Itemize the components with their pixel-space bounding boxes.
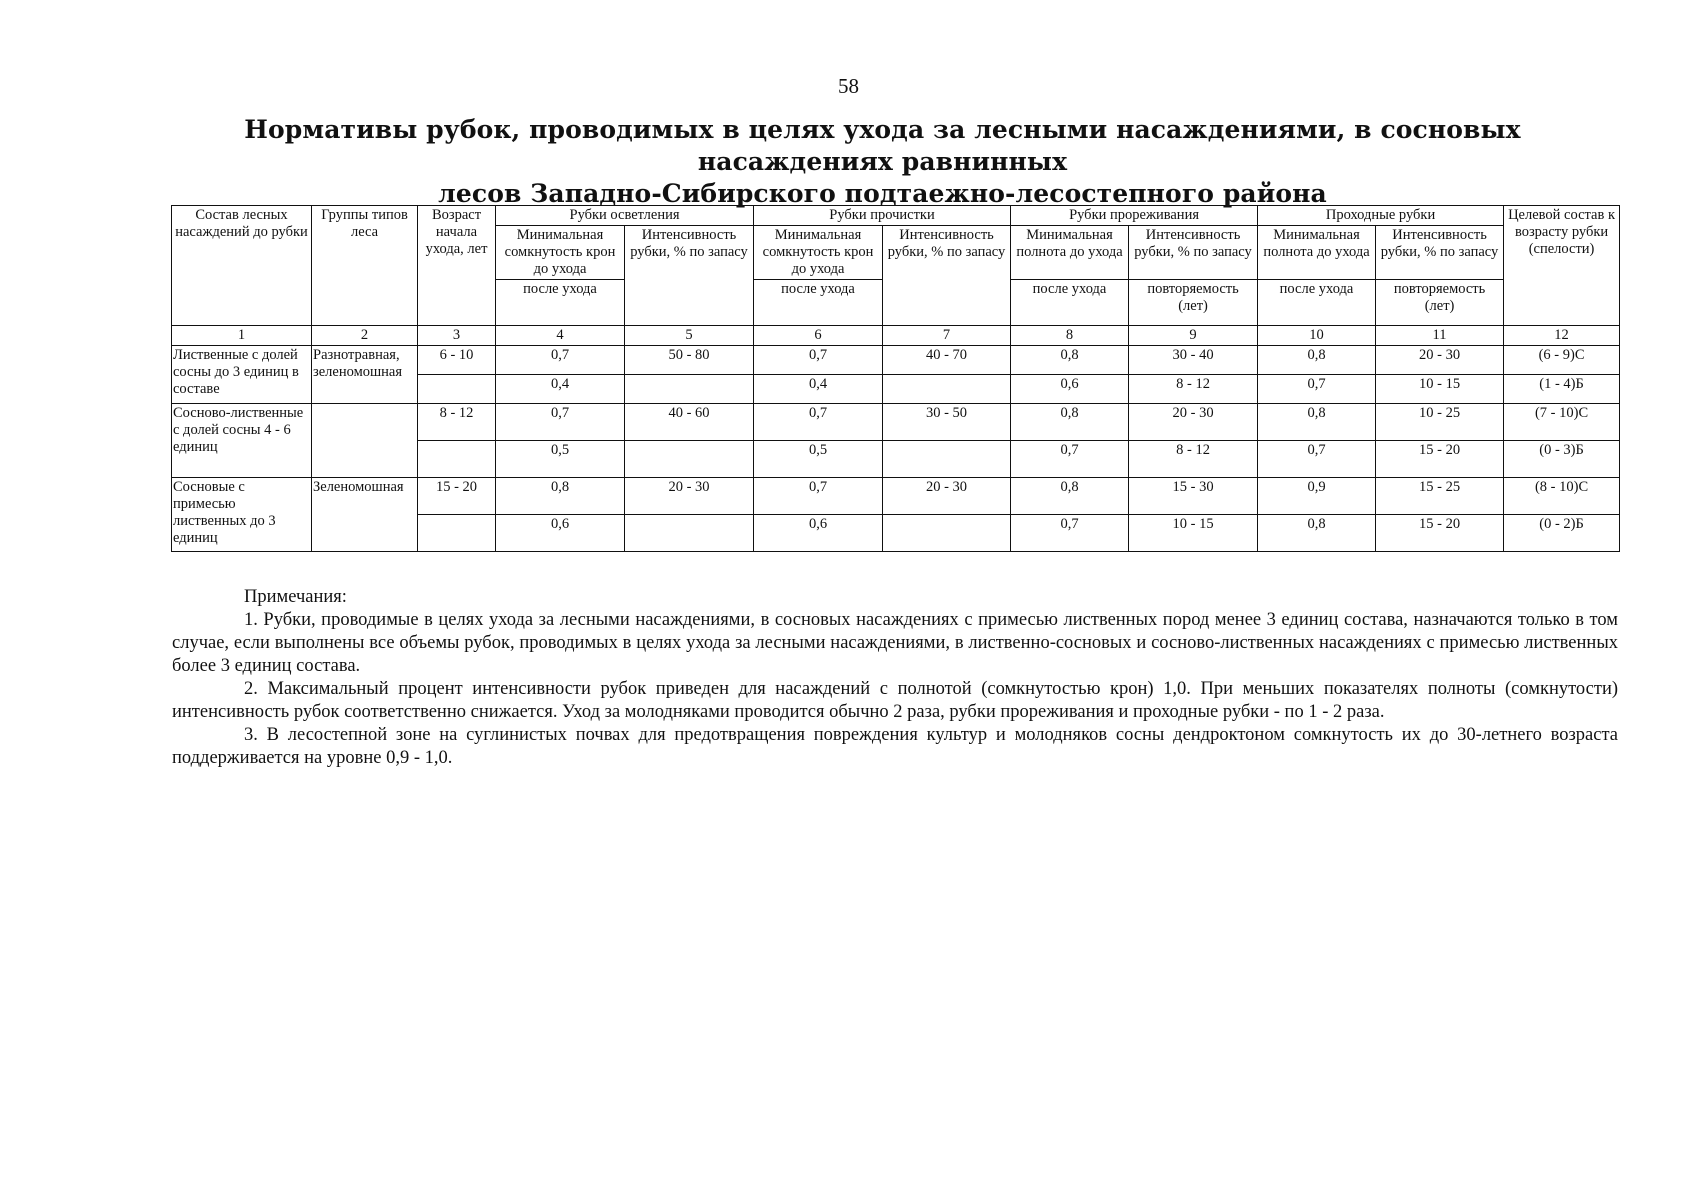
header-after-care: после ухода <box>754 280 883 326</box>
header-min-density: Минимальная полнота до ухода <box>1258 226 1376 280</box>
value-cell: 10 - 15 <box>1376 375 1504 404</box>
page-number: 58 <box>838 74 859 98</box>
value-cell: 0,9 <box>1258 478 1376 515</box>
value-cell: 15 - 25 <box>1376 478 1504 515</box>
target-cell: (1 - 4)Б <box>1504 375 1620 404</box>
header-intensity: Интенсивность рубки, % по запасу <box>1129 226 1258 280</box>
value-cell: 0,8 <box>1258 515 1376 552</box>
header-intensity: Интенсивность рубки, % по запасу <box>625 226 754 326</box>
column-number: 2 <box>312 326 418 346</box>
value-cell <box>883 375 1011 404</box>
notes-section <box>172 586 1618 770</box>
header-after-care: после ухода <box>1258 280 1376 326</box>
value-cell: 40 - 70 <box>883 346 1011 375</box>
value-cell: 0,7 <box>754 404 883 441</box>
header-repeat: повторяемость (лет) <box>1376 280 1504 326</box>
value-cell: 15 - 20 <box>1376 441 1504 478</box>
value-cell <box>625 375 754 404</box>
header-prokhodnye: Проходные рубки <box>1258 206 1504 226</box>
value-cell: 0,8 <box>1011 404 1129 441</box>
header-intensity: Интенсивность рубки, % по запасу <box>883 226 1011 326</box>
value-cell: 0,4 <box>496 375 625 404</box>
value-cell: 20 - 30 <box>883 478 1011 515</box>
header-after-care: после ухода <box>496 280 625 326</box>
title-line-1: Нормативы рубок, проводимых в целях ухода за лесными насаждениями, в сосновых насаждениях равнинных <box>244 115 1521 176</box>
value-cell: 0,5 <box>754 441 883 478</box>
header-row <box>172 206 1620 226</box>
value-cell: 0,7 <box>496 404 625 441</box>
table-row <box>172 478 1620 515</box>
header-intensity: Интенсивность рубки, % по запасу <box>1376 226 1504 280</box>
header-min-crown: Минимальная сомкнутость крон до ухода <box>496 226 625 280</box>
column-number: 11 <box>1376 326 1504 346</box>
age-cell: 15 - 20 <box>418 478 496 515</box>
value-cell: 0,7 <box>496 346 625 375</box>
value-cell: 0,8 <box>496 478 625 515</box>
document-title <box>150 114 1615 210</box>
column-number: 12 <box>1504 326 1620 346</box>
value-cell: 0,7 <box>1011 515 1129 552</box>
value-cell: 8 - 12 <box>1129 375 1258 404</box>
value-cell: 10 - 15 <box>1129 515 1258 552</box>
forest-type-cell: Разнотравная, зеленомошная <box>312 346 418 404</box>
age-cell <box>418 375 496 404</box>
value-cell: 0,7 <box>1011 441 1129 478</box>
header-min-crown: Минимальная сомкнутость крон до ухода <box>754 226 883 280</box>
column-number: 10 <box>1258 326 1376 346</box>
value-cell: 0,8 <box>1258 404 1376 441</box>
forest-type-cell <box>312 404 418 478</box>
column-number: 1 <box>172 326 312 346</box>
value-cell: 30 - 40 <box>1129 346 1258 375</box>
age-cell <box>418 441 496 478</box>
target-cell: (0 - 2)Б <box>1504 515 1620 552</box>
header-repeat: повторяемость (лет) <box>1129 280 1258 326</box>
forest-type-cell: Зеленомошная <box>312 478 418 552</box>
value-cell: 20 - 30 <box>1129 404 1258 441</box>
header-prochistka: Рубки прочистки <box>754 206 1011 226</box>
norms-table <box>171 205 1620 552</box>
notes-heading: Примечания: <box>244 587 347 607</box>
composition-cell: Сосново-лиственные с долей сосны 4 - 6 единиц <box>172 404 312 478</box>
column-number: 8 <box>1011 326 1129 346</box>
value-cell: 0,4 <box>754 375 883 404</box>
table-row <box>172 346 1620 375</box>
column-number: 5 <box>625 326 754 346</box>
value-cell: 0,8 <box>1011 478 1129 515</box>
value-cell <box>625 515 754 552</box>
value-cell: 0,6 <box>1011 375 1129 404</box>
value-cell: 50 - 80 <box>625 346 754 375</box>
note-item: 2. Максимальный процент интенсивности рубок приведен для насаждений с полнотой (сомкнутостью крон) 1,0. При меньших показателях полноты (сомкнутости) интенсивность рубок соответственно снижается. Уход за молодняками проводится обычно 2 раза, рубки прореживания и проходные рубки - по 1 - 2 раза. <box>172 679 1618 722</box>
header-after-care: после ухода <box>1011 280 1129 326</box>
header-prorezhivanie: Рубки прореживания <box>1011 206 1258 226</box>
title-line-2: лесов Западно-Сибирского подтаежно-лесостепного района <box>438 179 1327 208</box>
header-start-age: Возраст начала ухода, лет <box>418 206 496 326</box>
value-cell: 0,7 <box>754 346 883 375</box>
header-osvetlenie: Рубки осветления <box>496 206 754 226</box>
value-cell: 40 - 60 <box>625 404 754 441</box>
value-cell: 0,5 <box>496 441 625 478</box>
target-cell: (0 - 3)Б <box>1504 441 1620 478</box>
age-cell: 6 - 10 <box>418 346 496 375</box>
value-cell <box>883 515 1011 552</box>
header-min-density: Минимальная полнота до ухода <box>1011 226 1129 280</box>
column-number-row <box>172 326 1620 346</box>
value-cell: 0,8 <box>1011 346 1129 375</box>
value-cell <box>883 441 1011 478</box>
value-cell: 20 - 30 <box>1376 346 1504 375</box>
target-cell: (7 - 10)С <box>1504 404 1620 441</box>
value-cell: 0,8 <box>1258 346 1376 375</box>
value-cell: 20 - 30 <box>625 478 754 515</box>
column-number: 3 <box>418 326 496 346</box>
value-cell: 15 - 20 <box>1376 515 1504 552</box>
target-cell: (8 - 10)С <box>1504 478 1620 515</box>
value-cell: 15 - 30 <box>1129 478 1258 515</box>
value-cell: 30 - 50 <box>883 404 1011 441</box>
header-target-composition: Целевой состав к возрасту рубки (спелости) <box>1504 206 1620 326</box>
age-cell <box>418 515 496 552</box>
table-row <box>172 404 1620 441</box>
composition-cell: Сосновые с примесью лиственных до 3 единиц <box>172 478 312 552</box>
target-cell: (6 - 9)С <box>1504 346 1620 375</box>
column-number: 9 <box>1129 326 1258 346</box>
value-cell <box>625 441 754 478</box>
age-cell: 8 - 12 <box>418 404 496 441</box>
value-cell: 0,6 <box>754 515 883 552</box>
value-cell: 10 - 25 <box>1376 404 1504 441</box>
composition-cell: Лиственные с долей сосны до 3 единиц в составе <box>172 346 312 404</box>
value-cell: 8 - 12 <box>1129 441 1258 478</box>
header-composition: Состав лесных насаждений до рубки <box>172 206 312 326</box>
column-number: 7 <box>883 326 1011 346</box>
value-cell: 0,7 <box>1258 441 1376 478</box>
value-cell: 0,7 <box>754 478 883 515</box>
header-forest-type: Группы типов леса <box>312 206 418 326</box>
note-item: 3. В лесостепной зоне на суглинистых почвах для предотвращения повреждения культур и молодняков сосны дендроктоном сомкнутость их до 30-летнего возраста поддерживается на уровне 0,9 - 1,0. <box>172 725 1618 768</box>
column-number: 6 <box>754 326 883 346</box>
value-cell: 0,6 <box>496 515 625 552</box>
note-item: 1. Рубки, проводимые в целях ухода за лесными насаждениями, в сосновых насаждениях с примесью лиственных пород менее 3 единиц состава, назначаются только в том случае, если выполнены все объемы рубок, проводимых в целях ухода за лесными насаждениями, в лиственно-сосновых и сосново-лиственных насаждениях с примесью лиственных более 3 единиц состава. <box>172 610 1618 676</box>
column-number: 4 <box>496 326 625 346</box>
value-cell: 0,7 <box>1258 375 1376 404</box>
